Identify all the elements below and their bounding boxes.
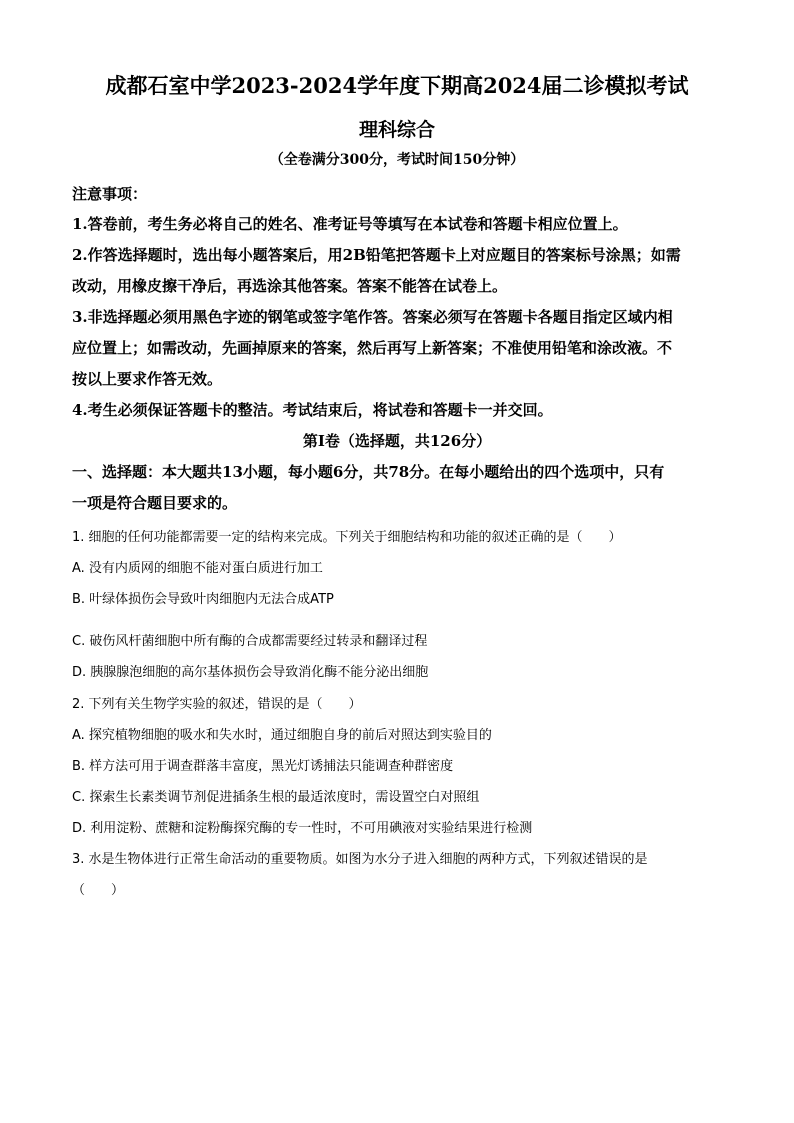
section-heading: 第I卷（选择题，共126分）: [302, 432, 492, 450]
notice-heading: 注意事项：: [72, 185, 148, 203]
exam-info: （全卷满分300分，考试时间150分钟）: [269, 152, 525, 168]
question-stem: 1. 细胞的任何功能都需要一定的结构来完成。下列关于细胞结构和功能的叙述正确的是（ ）: [72, 530, 622, 545]
subject-title: 理科综合: [358, 119, 435, 141]
question-option: D. 胰腺腺泡细胞的高尔基体损伤会导致消化酶不能分泌出细胞: [72, 665, 429, 680]
notice-item: 4.考生必须保证答题卡的整洁。考试结束后，将试卷和答题卡一并交回。: [72, 401, 553, 419]
notice-item: 应位置上；如需改动，先画掉原来的答案，然后再写上新答案；不准使用铅笔和涂改液。不: [72, 339, 673, 357]
section-intro: 一项是符合题目要求的。: [72, 494, 238, 512]
question-stem: 3. 水是生物体进行正常生命活动的重要物质。如图为水分子进入细胞的两种方式，下列叙述错误的是: [72, 852, 648, 867]
question-option: B. 叶绿体损伤会导致叶肉细胞内无法合成ATP: [72, 592, 334, 607]
question-stem: 2. 下列有关生物学实验的叙述，错误的是（ ）: [72, 697, 362, 712]
notice-item: 2.作答选择题时，选出每小题答案后，用2B铅笔把答题卡上对应题目的答案标号涂黑；如需: [72, 246, 681, 264]
notice-item: 按以上要求作答无效。: [72, 370, 223, 388]
question-option: D. 利用淀粉、蔗糖和淀粉酶探究酶的专一性时，不可用碘液对实验结果进行检测: [72, 821, 533, 836]
section-intro: 一、选择题：本大题共13小题，每小题6分，共78分。在每小题给出的四个选项中，只有: [72, 463, 665, 481]
question-option: A. 探究植物细胞的吸水和失水时，通过细胞自身的前后对照达到实验目的: [72, 728, 492, 743]
question-option: A. 没有内质网的细胞不能对蛋白质进行加工: [72, 561, 323, 576]
notice-item: 改动，用橡皮擦干净后，再选涂其他答案。答案不能答在试卷上。: [72, 277, 508, 295]
notice-item: 1.答卷前，考生务必将自己的姓名、准考证号等填写在本试卷和答题卡相应位置上。: [72, 215, 628, 233]
question-option: C. 探索生长素类调节剂促进插条生根的最适浓度时，需设置空白对照组: [72, 790, 480, 805]
question-stem-continuation: （ ）: [72, 883, 125, 898]
question-option: C. 破伤风杆菌细胞中所有酶的合成都需要经过转录和翻译过程: [72, 634, 428, 649]
notice-item: 3.非选择题必须用黑色字迹的钢笔或签字笔作答。答案必须写在答题卡各题目指定区域内相: [72, 308, 673, 326]
exam-title: 成都石室中学2023-2024学年度下期高2024届二诊模拟考试: [105, 73, 689, 98]
question-option: B. 样方法可用于调查群落丰富度，黑光灯诱捕法只能调查种群密度: [72, 759, 454, 774]
